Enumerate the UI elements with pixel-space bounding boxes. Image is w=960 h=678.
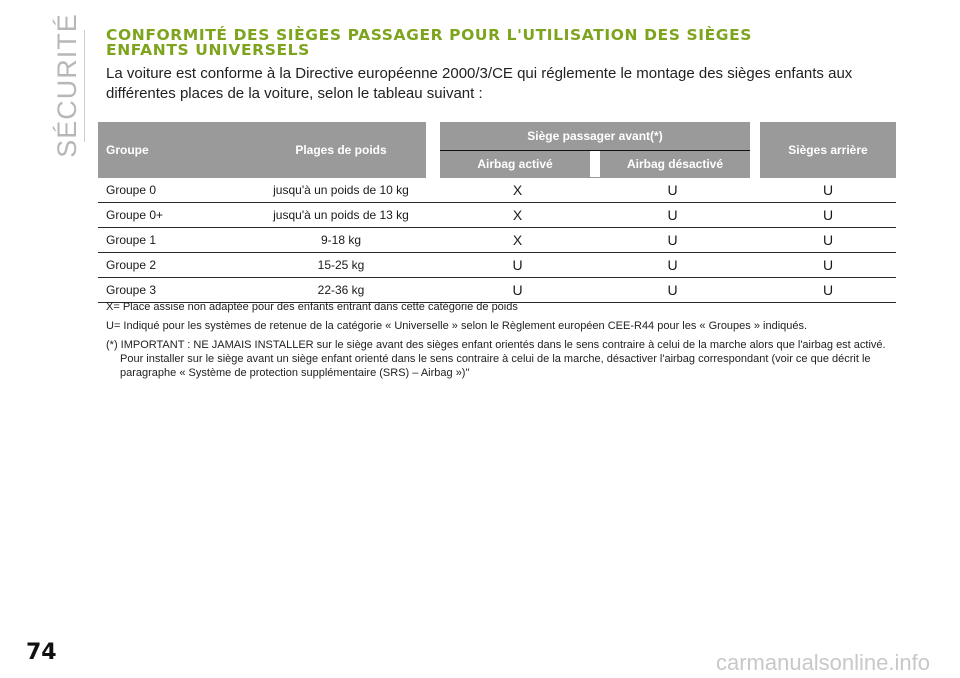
table-row <box>98 253 896 278</box>
seat-compatibility-table <box>98 122 896 303</box>
table-row <box>98 203 896 228</box>
header-siege-avant-group <box>440 122 750 178</box>
cell-groupe: Groupe 3 <box>98 278 256 303</box>
section-divider <box>84 30 85 142</box>
cell-arriere: U <box>760 228 896 253</box>
cell-airbag-active: X <box>512 232 523 248</box>
page-number: 74 <box>26 640 57 665</box>
cell-arriere: U <box>760 253 896 278</box>
cell-airbag-desactive: U <box>667 232 678 248</box>
note-important: (*) IMPORTANT : NE JAMAIS INSTALLER sur le siège avant des sièges enfant orientés dans le sens contraire à celui de la marche alors que l'airbag est activé. Pour installer sur le siège avant un siège enfant orienté dans le sens contraire à celui de la marche, désactiver l'airbag correspondant (voir ce que décrit le paragraphe « Système de protection supplémentaire (SRS) – Airbag »)" <box>106 339 886 379</box>
header-gap-2 <box>750 122 760 178</box>
title-line-2: ENFANTS UNIVERSELS <box>106 41 310 59</box>
header-arriere: Sièges arrière <box>760 122 896 178</box>
note-u: U= Indiqué pour les systèmes de retenue de la catégorie « Universelle » selon le Règlement européen CEE-R44 pour les « Groupes » indiqués. <box>106 320 808 332</box>
cell-airbag-desactive: U <box>667 257 678 273</box>
cell-airbag-desactive: U <box>667 282 678 298</box>
header-airbag-desactive: Airbag désactivé <box>626 157 724 171</box>
content <box>106 28 906 104</box>
header-siege-avant: Siège passager avant(*) <box>440 122 750 151</box>
footnotes <box>106 300 906 385</box>
header-gap <box>426 122 440 178</box>
cell-airbag-desactive: U <box>667 182 678 198</box>
cell-groupe: Groupe 1 <box>98 228 256 253</box>
cell-airbag-active: U <box>512 257 523 273</box>
cell-arriere: U <box>760 203 896 228</box>
page-title <box>106 28 906 58</box>
intro-paragraph: La voiture est conforme à la Directive européenne 2000/3/CE qui réglemente le montage des sièges enfants aux différentes places de la voiture, selon le tableau suivant : <box>106 65 853 102</box>
table-row <box>98 178 896 203</box>
section-tab <box>51 12 82 158</box>
cell-arriere: U <box>760 178 896 203</box>
cell-groupe: Groupe 2 <box>98 253 256 278</box>
header-plages: Plages de poids <box>256 122 426 178</box>
note-x: X= Place assise non adaptée pour des enfants entrant dans cette catégorie de poids <box>106 301 518 313</box>
cell-airbag-desactive: U <box>667 207 678 223</box>
cell-airbag-active: U <box>512 282 523 298</box>
cell-poids: jusqu'à un poids de 10 kg <box>256 178 426 203</box>
cell-airbag-active: X <box>512 182 523 198</box>
cell-poids: 15-25 kg <box>256 253 426 278</box>
cell-arriere: U <box>760 278 896 303</box>
cell-poids: 9-18 kg <box>256 228 426 253</box>
header-groupe: Groupe <box>98 122 256 178</box>
cell-groupe: Groupe 0 <box>98 178 256 203</box>
section-tab-label: SÉCURITÉ <box>51 12 82 158</box>
table-row <box>98 278 896 303</box>
cell-airbag-active: X <box>512 207 523 223</box>
title-line-1: CONFORMITÉ DES SIÈGES PASSAGER POUR L'UTILISATION DES SIÈGES <box>106 26 753 44</box>
watermark: carmanualsonline.info <box>715 650 930 675</box>
cell-groupe: Groupe 0+ <box>98 203 256 228</box>
cell-poids: 22-36 kg <box>256 278 426 303</box>
table-row <box>98 228 896 253</box>
header-airbag-active: Airbag activé <box>440 151 600 177</box>
cell-poids: jusqu'à un poids de 13 kg <box>256 203 426 228</box>
